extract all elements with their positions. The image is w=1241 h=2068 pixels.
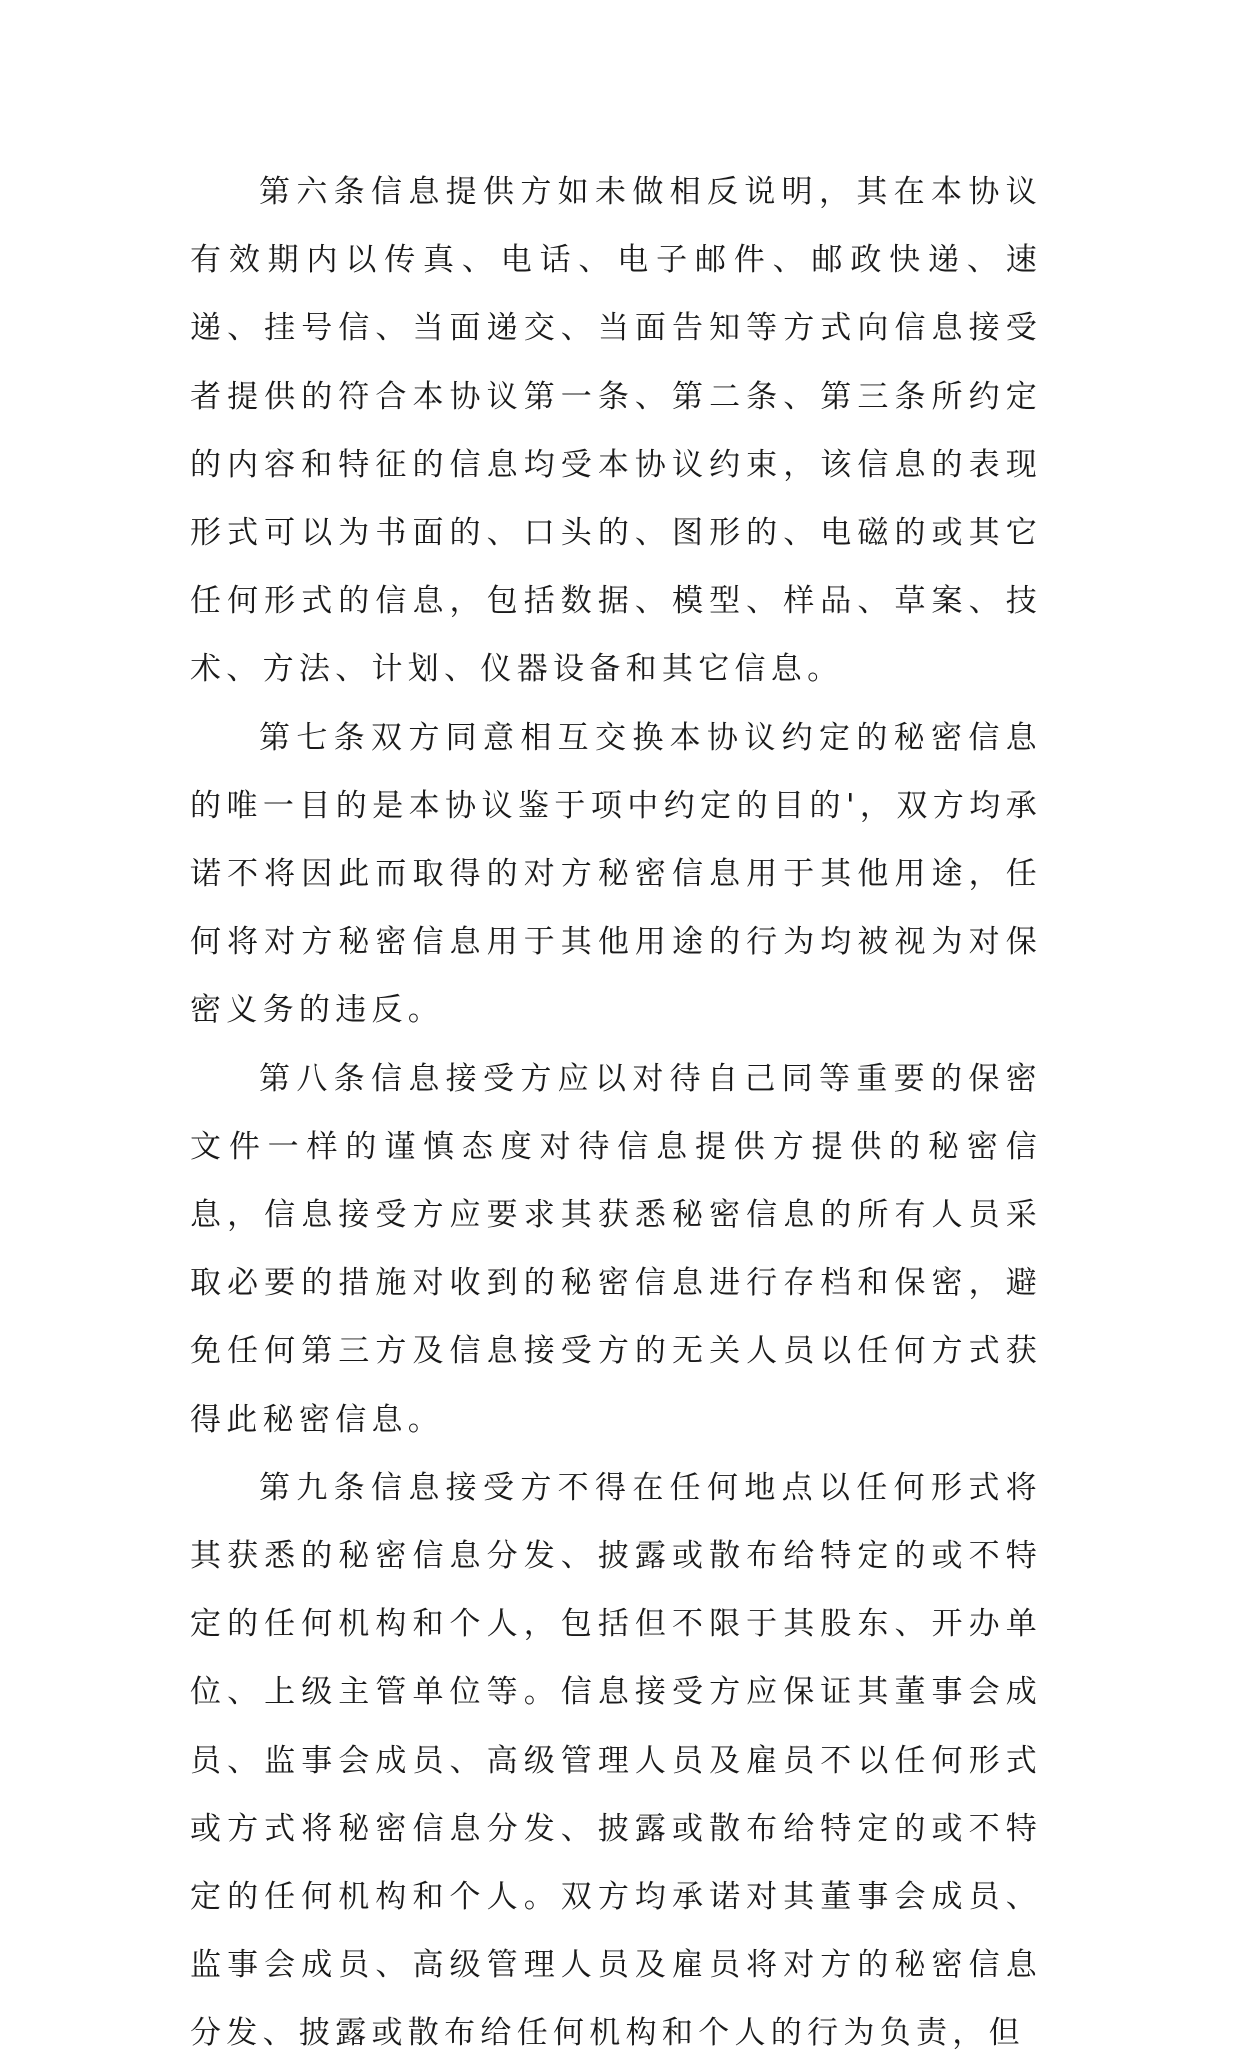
article-6-paragraph: 第六条信息提供方如未做相反说明，其在本协议有效期内以传真、电话、电子邮件、邮政快递、速递、挂号信、当面递交、当面告知等方式向信息接受者提供的符合本协议第一条、第二条、第三条所约定的内容和特征的信息均受本协议约束，该信息的表现形式可以为书面的、口头的、图形的、电磁的或其它任何形式的信息，包括数据、模型、样品、草案、技术、方法、计划、仪器设备和其它信息。 bbox=[190, 174, 1042, 688]
document-body bbox=[190, 158, 1042, 2068]
article-7-paragraph: 第七条双方同意相互交换本协议约定的秘密信息的唯一目的是本协议鉴于项中约定的目的'，双方均承诺不将因此而取得的对方秘密信息用于其他用途，任何将对方秘密信息用于其他用途的行为均被视为对保密义务的违反。 bbox=[190, 719, 1042, 1029]
article-9-paragraph: 第九条信息接受方不得在任何地点以任何形式将其获悉的秘密信息分发、披露或散布给特定的或不特定的任何机构和个人，包括但不限于其股东、开办单位、上级主管单位等。信息接受方应保证其董事会成员、监事会成员、高级管理人员及雇员不以任何形式或方式将秘密信息分发、披露或散布给特定的或不特定的任何机构和个人。双方均承诺对其董事会成员、监事会成员、高级管理人员及雇员将对方的秘密信息分发、披露或散布给任何机构和个人的行为负责，但 bbox=[190, 1469, 1042, 2052]
article-8-paragraph: 第八条信息接受方应以对待自己同等重要的保密文件一样的谨慎态度对待信息提供方提供的秘密信息，信息接受方应要求其获悉秘密信息的所有人员采取必要的措施对收到的秘密信息进行存档和保密，避免任何第三方及信息接受方的无关人员以任何方式获得此秘密信息。 bbox=[190, 1060, 1042, 1438]
